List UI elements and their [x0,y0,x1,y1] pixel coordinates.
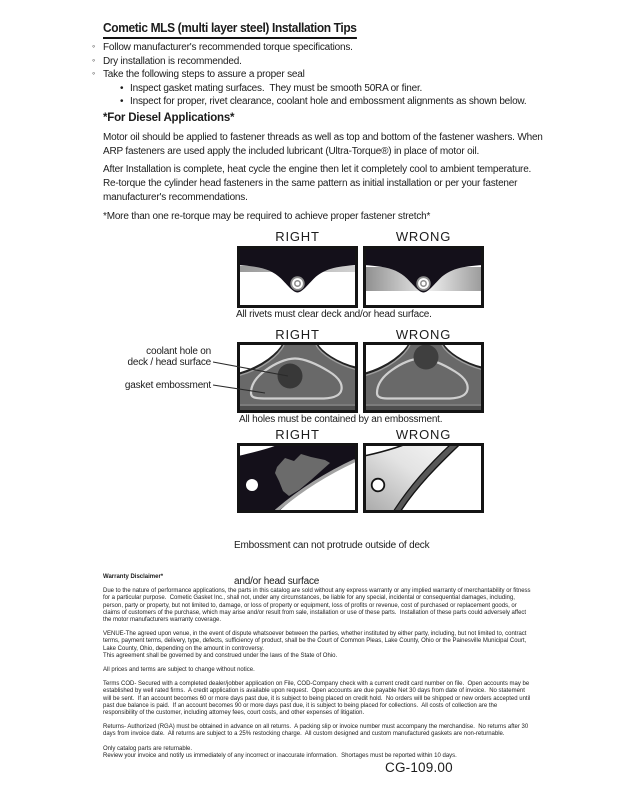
fine-print-paragraph: Terms COD- Secured with a completed dealer/jobber application on File, COD-Company check with a current credit card number on file. Open accounts may be established by well rated firms. A credit application is available upon request. Open accounts are due payable Net 30 days from date of invoice. No statement will be sent. If an account becomes 60 or more days past due, it is subject to being placed on credit hold. No orders will be shipped or new orders accepted until past due balance is paid. If an account becomes 90 or more days past due, it is subject to being placed for collections. All costs of collection are the responsibility of the customer, including attorney fees, court costs, and other expenses of litigation. [103,681,532,717]
right-header: RIGHT [275,327,320,342]
diesel-section-heading: *For Diesel Applications* [103,112,235,124]
diagram-protrusion-wrong-panel [363,443,484,513]
page-title: Cometic MLS (multi layer steel) Installation Tips [103,20,357,39]
fine-print-paragraph: Only catalog parts are returnable. [103,745,193,752]
list-item: • Inspect gasket mating surfaces. They must be smooth 50RA or finer. [120,82,572,96]
fine-print-paragraph: Due to the nature of performance applications, the parts in this catalog are sold without any express warranty or any implied warranty of merchantability or fitness for a particular purpose. Cometic Gasket Inc., shall not, under any circumstances, be liable for any special, incidental or consequential damages, including, person, party or property, but not limited to, damage, or loss of property or equipment, loss of profits or revenue, cost of purchased or replacement goods, or claims of customers of the purchase, which may arise and/or result from sale, installation or use of these parts. Installation of these parts could adversely affect the motor manufacturers warranty coverage. [103,588,533,624]
coolant-hole [278,364,303,389]
diagram-protrusion-right-panel [237,443,358,513]
list-item: • Inspect for proper, rivet clearance, coolant hole and embossment alignments as shown below. [120,95,572,109]
coolant-hole-label: coolant hole on deck / head surface [127,346,211,368]
coolant-hole [414,345,439,370]
fine-print-paragraph: This agreement shall be governed by and construed under the laws of the State of Ohio. [103,652,338,659]
diesel-paragraph: After Installation is complete, heat cycle the engine then let it completely cool to ambient temperature. Re-torque the cylinder head fasteners in the same pattern as initial installation or per your fastener manufacturer's recommendations. [103,164,534,203]
diagram-rivet-right-panel [237,246,358,308]
diagram-embossment-right-panel [237,342,358,413]
list-item: ◦ Dry installation is recommended. [92,55,572,69]
diagram-caption: Embossment can not protrude outside of deck and/or head surface [234,540,430,587]
diagram-caption: All rivets must clear deck and/or head surface. [236,309,432,320]
wrong-header: WRONG [395,327,452,342]
diesel-paragraph: Motor oil should be applied to fastener threads as well as top and bottom of the fastener washers. When ARP fasteners are used apply the included lubricant (Ultra-Torque®) in place of motor oil. [103,132,545,157]
list-item: ◦ Take the following steps to assure a proper seal [92,68,572,82]
fine-print-paragraph: Review your invoice and notify us immediately of any incorrect or inaccurate information. Shortages must be reported within 10 days. [103,752,457,759]
warranty-heading: Warranty Disclaimer* [103,574,164,580]
catalog-number: CG-109.00 [385,760,453,775]
bolt-hole [246,479,258,491]
installation-tips-list [92,41,572,109]
warranty-disclaimer [103,574,531,760]
diagram-rivet-wrong-panel [363,246,484,308]
diagram-embossment-wrong-panel [363,342,484,413]
right-header: RIGHT [275,229,320,244]
bolt-hole [372,479,385,492]
right-header: RIGHT [275,427,320,442]
gasket-embossment-label: gasket embossment [124,380,211,391]
fine-print-paragraph: VENUE-The agreed upon venue, in the event of dispute whatsoever between the parties, whether instituted by either party, including, but not limited to, contract terms, payment terms, delivery, type, defects, sufficiency of product, shall be the Court of Common Pleas, Lake County, Ohio or the Painesville Municipal Court, Lake County, Ohio, depending on the amount in controversy. [103,631,529,652]
wrong-header: WRONG [395,427,452,442]
retorque-note: *More than one re-torque may be required to achieve proper fastener stretch* [103,211,431,222]
fine-print-paragraph: Returns- Authorized (RGA) must be obtained in advance on all returns. A packing slip or invoice number must accompany the merchandise. No returns after 30 days from invoice date. All returns are subject to a 25% restocking charge. All custom designed and custom manufactured gaskets are non-returnable. [103,724,530,738]
wrong-header: WRONG [395,229,452,244]
list-item: ◦ Follow manufacturer's recommended torque specifications. [92,41,572,55]
diagram-caption: All holes must be contained by an embossment. [239,414,443,425]
fine-print-paragraph: All prices and terms are subject to change without notice. [103,667,255,674]
